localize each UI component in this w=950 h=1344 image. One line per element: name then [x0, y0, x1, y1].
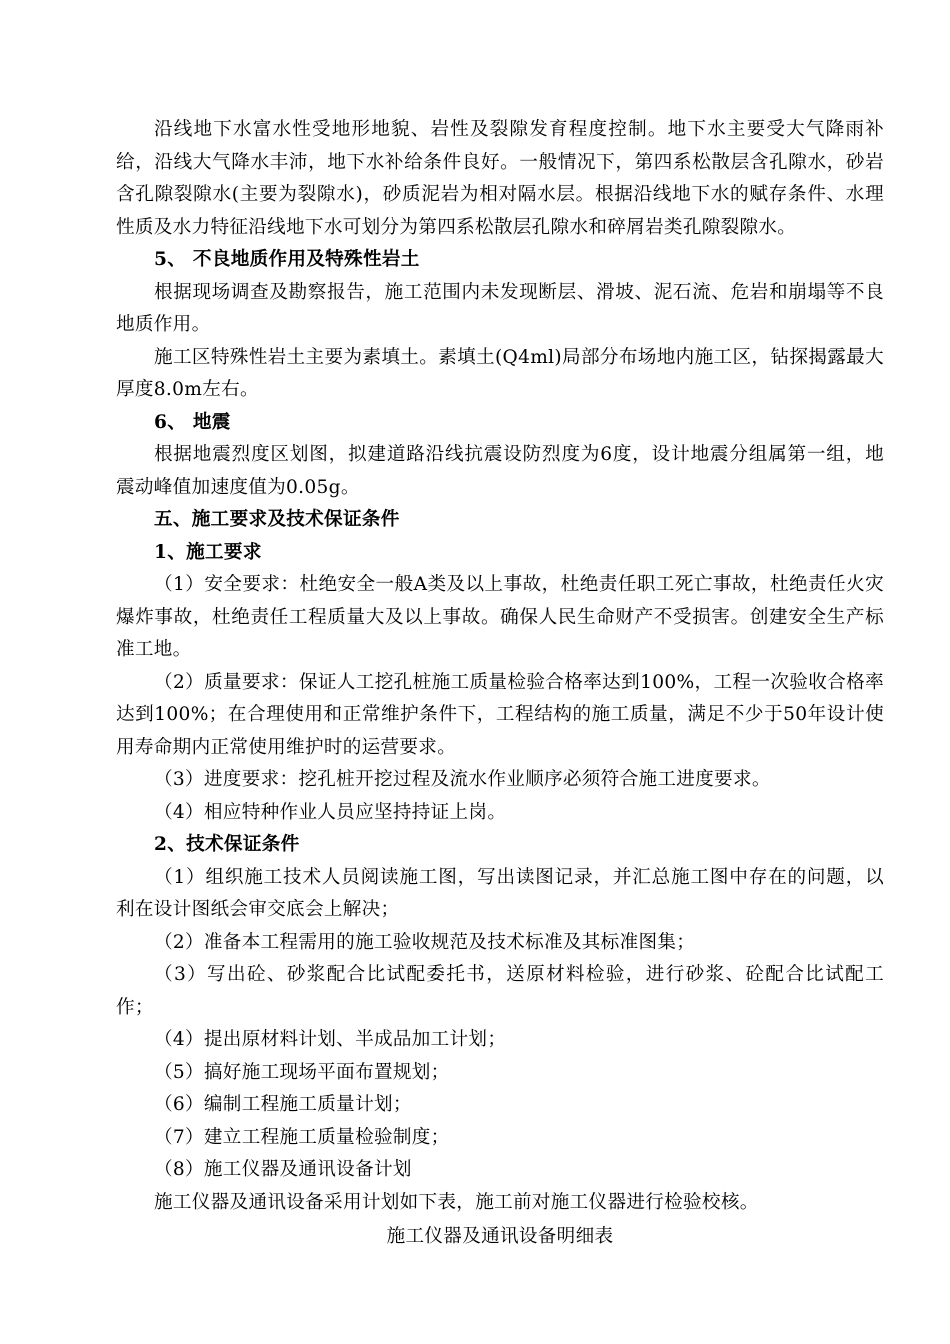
paragraph-quality-requirement: （2）质量要求：保证人工挖孔桩施工质量检验合格率达到100%，工程一次验收合格率达到100%；在合理使用和正常维护条件下，工程结构的施工质量，满足不少于50年设计使用寿命期内正常使用维护时的运营要求。 [116, 671, 884, 758]
list-item-5: （5）搞好施工现场平面布置规划； [154, 1061, 450, 1083]
heading-construction-requirements: 1、施工要求 [154, 541, 262, 563]
heading-earthquake: 6、 地震 [154, 411, 231, 433]
heading-section-five: 五、施工要求及技术保证条件 [154, 509, 400, 530]
table-caption: 施工仪器及通讯设备明细表 [386, 1226, 614, 1247]
paragraph-equipment-plan: 施工仪器及通讯设备采用计划如下表，施工前对施工仪器进行检验校核。 [154, 1191, 759, 1213]
heading-adverse-geology: 5、 不良地质作用及特殊性岩土 [154, 249, 420, 270]
paragraph-adverse-geology: 根据现场调查及勘察报告，施工范围内未发现断层、滑坡、泥石流、危岩和崩塌等不良地质作用。 [116, 281, 884, 335]
paragraph-special-soil: 施工区特殊性岩土主要为素填土。素填土(Q4ml)局部分布场地内施工区，钻探揭露最大厚度8.0m左右。 [116, 346, 884, 400]
list-item-7: （7）建立工程施工质量检验制度； [154, 1126, 450, 1148]
heading-technical-conditions: 2、技术保证条件 [154, 834, 300, 855]
list-item-4: （4）提出原材料计划、半成品加工计划； [154, 1029, 507, 1050]
paragraph-certification: （4）相应特种作业人员应坚持持证上岗。 [154, 801, 507, 823]
list-item-1: （1）组织施工技术人员阅读施工图，写出读图记录，并汇总施工图中存在的问题，以利在设计图纸会审交底会上解决； [116, 866, 884, 920]
paragraph-earthquake: 根据地震烈度区划图，拟建道路沿线抗震设防烈度为6度，设计地震分组属第一组，地震动峰值加速度值为0.05g。 [116, 444, 884, 498]
document-page [116, 114, 884, 1254]
list-item-8: （8）施工仪器及通讯设备计划 [154, 1159, 412, 1180]
paragraph-safety-requirement: （1）安全要求：杜绝安全一般A类及以上事故，杜绝责任职工死亡事故，杜绝责任火灾爆炸事故，杜绝责任工程质量大及以上事故。确保人民生命财产不受损害。创建安全生产标准工地。 [116, 574, 884, 660]
paragraph-groundwater: 沿线地下水富水性受地形地貌、岩性及裂隙发育程度控制。地下水主要受大气降雨补给，沿线大气降水丰沛，地下水补给条件良好。一般情况下，第四系松散层含孔隙水，砂岩含孔隙裂隙水(主要为裂隙水)，砂质泥岩为相对隔水层。根据沿线地下水的赋存条件、水理性质及水力特征沿线地下水可划分为第四系松散层孔隙水和碎屑岩类孔隙裂隙水。 [116, 119, 884, 238]
list-item-2: （2）准备本工程需用的施工验收规范及技术标准及其标准图集； [154, 931, 696, 953]
list-item-3: （3）写出砼、砂浆配合比试配委托书，送原材料检验，进行砂浆、砼配合比试配工作； [116, 964, 884, 1018]
list-item-6: （6）编制工程施工质量计划； [154, 1094, 412, 1115]
paragraph-schedule-requirement: （3）进度要求：挖孔桩开挖过程及流水作业顺序必须符合施工进度要求。 [154, 769, 771, 790]
